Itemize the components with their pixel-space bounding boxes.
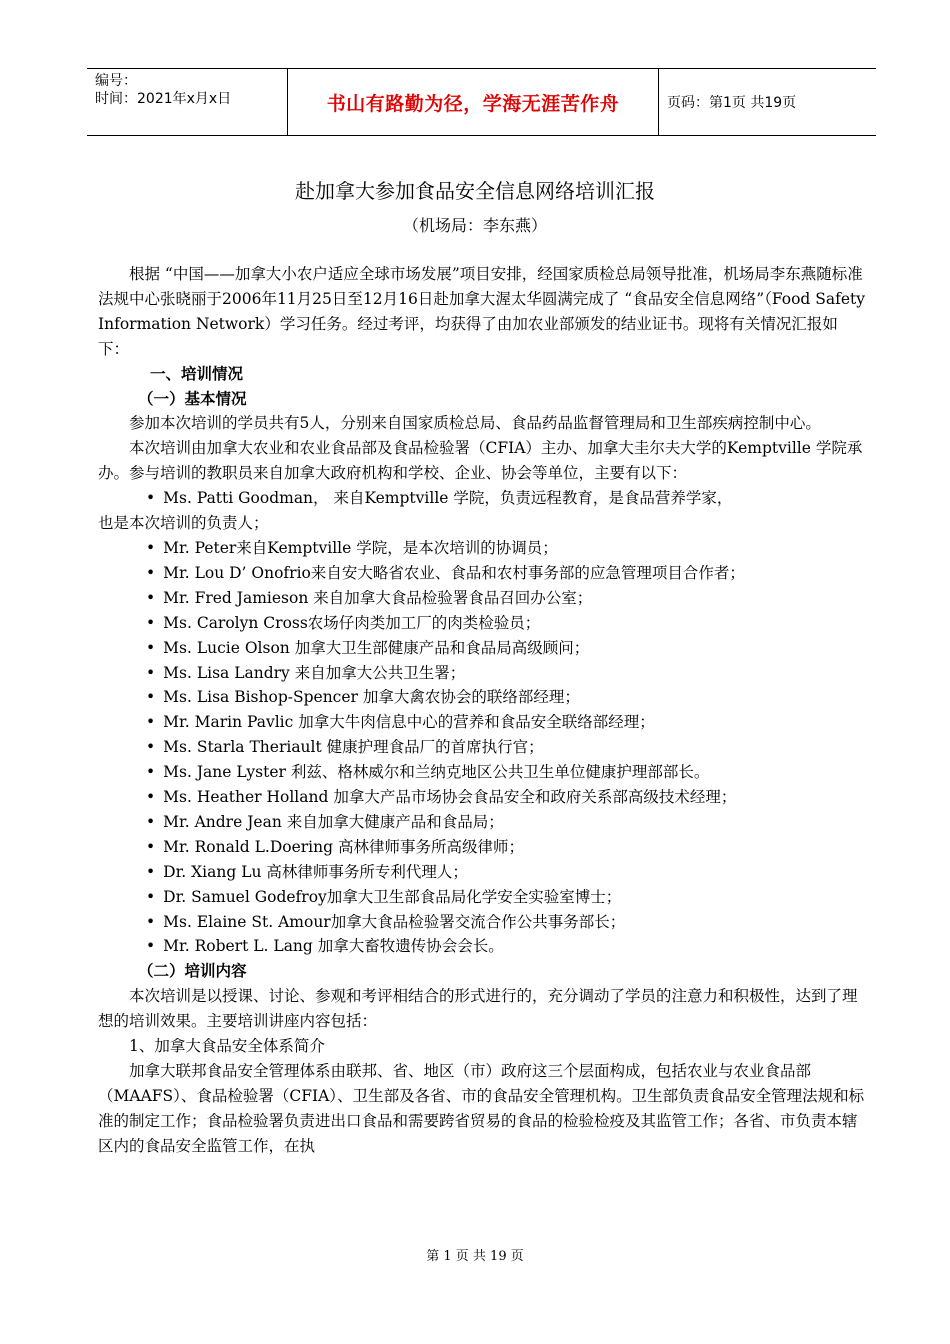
subsection-heading-content: （二）培训内容: [138, 962, 247, 981]
list-item-text: Mr. Andre Jean 来自加拿大健康产品和食品局；: [163, 812, 504, 831]
list-item: [98, 486, 868, 511]
bullet-mark: •: [146, 912, 156, 931]
header-page-cell: [659, 69, 876, 135]
list-item: [98, 611, 868, 636]
bullet-mark: •: [146, 713, 156, 732]
list-item-text: Ms. Lucie Olson 加拿大卫生部健康产品和食品局高级顾问；: [163, 638, 590, 657]
section-heading-training: 一、培训情况: [150, 364, 244, 383]
bullet-mark: •: [146, 837, 156, 856]
bullet-mark: •: [146, 763, 156, 782]
list-item: [98, 636, 868, 661]
list-item: [98, 934, 868, 959]
list-item: [98, 835, 868, 860]
list-item-text: Ms. Lisa Landry 来自加拿大公共卫生署；: [163, 663, 466, 682]
bullet-mark: •: [146, 638, 156, 657]
list-item: [98, 710, 868, 735]
list-item-text: Dr. Xiang Lu 高林律师事务所专利代理人；: [163, 862, 468, 881]
list-item: [98, 860, 868, 885]
bullet-mark: •: [146, 489, 156, 508]
list-item-text: Ms. Jane Lyster 利兹、格林威尔和兰纳克地区公共卫生单位健康护理部部长。: [163, 763, 710, 782]
paragraph-format: 本次培训是以授课、讨论、参观和考评相结合的形式进行的，充分调动了学员的注意力和积极性，达到了理想的培训效果。主要培训讲座内容包括：: [98, 987, 858, 1031]
list-item-text: Mr. Peter来自Kemptville 学院，是本次培训的协调员；: [163, 538, 558, 557]
document-subtitle: （机场局：李东燕）: [402, 216, 547, 235]
header-meta: [87, 69, 287, 135]
bullet-mark: •: [146, 937, 156, 956]
bullet-mark: •: [146, 563, 156, 582]
bullet-mark: •: [146, 538, 156, 557]
bullet-mark: •: [146, 688, 156, 707]
list-item-text: Ms. Carolyn Cross农场仔肉类加工厂的肉类检验员；: [163, 613, 541, 632]
number-label: 编号：: [95, 73, 137, 89]
bullet-mark: •: [146, 738, 156, 757]
document-title: 赴加拿大参加食品安全信息网络培训汇报: [295, 179, 655, 203]
bullet-mark: •: [146, 788, 156, 807]
header-motto-cell: [287, 69, 659, 135]
time-label: 时间：2021年x月x日: [95, 91, 232, 107]
list-item-text: Ms. Elaine St. Amour加拿大食品检验署交流合作公共事务部长；: [163, 912, 626, 931]
list-item: [98, 586, 868, 611]
bullet-mark: •: [146, 812, 156, 831]
list-item-text: Mr. Robert L. Lang 加拿大畜牧遗传协会会长。: [163, 937, 504, 956]
list-item: [98, 661, 868, 686]
list-item-continuation: 也是本次培训的负责人；: [98, 514, 269, 533]
list-item: [98, 735, 868, 760]
paragraph-participants: 参加本次培训的学员共有5人，分别来自国家质检总局、食品药品监督管理局和卫生部疾病控制中心。: [129, 414, 821, 433]
list-item: [98, 785, 868, 810]
list-item: [98, 685, 868, 710]
bullet-mark: •: [146, 887, 156, 906]
list-item-text: Dr. Samuel Godefroy加拿大卫生部食品局化学安全实验室博士；: [163, 887, 622, 906]
bullet-mark: •: [146, 588, 156, 607]
list-item-text: Ms. Heather Holland 加拿大产品市场协会食品安全和政府关系部高级技术经理；: [163, 788, 737, 807]
intro-paragraph: 根据 “中国——加拿大小农户适应全球市场发展”项目安排，经国家质检总局领导批准，机场局李东燕随标准法规中心张晓丽于2006年11月25日至12月16日赴加拿大渥太华圆满完成了 “食品安全信息网络”（Food Safety Information Network）学习任务。经过考评，均获得了由加农业部颁发的结业证书。现将有关情况汇报如下：: [98, 265, 866, 358]
list-item: [98, 561, 868, 586]
numbered-item-heading: 1、加拿大食品安全体系简介: [129, 1037, 325, 1056]
list-item-text: Mr. Fred Jamieson 来自加拿大食品检验署食品召回办公室；: [163, 588, 593, 607]
motto: 书山有路勤为径，学海无涯苦作舟: [326, 92, 620, 115]
page-footer: 第 1 页 共 19 页: [426, 1249, 524, 1264]
paragraph-organizers: 本次培训由加拿大农业和农业食品部及食品检验署（CFIA）主办、加拿大圭尔夫大学的Kemptville 学院承办。参与培训的教职员来自加拿大政府机构和学校、企业、协会等单位，主要有以下：: [98, 439, 863, 483]
list-item-text: Mr. Marin Pavlic 加拿大牛肉信息中心的营养和食品安全联络部经理；: [163, 713, 655, 732]
list-item: [98, 536, 868, 561]
list-item: [98, 760, 868, 785]
list-item: [98, 885, 868, 910]
subsection-heading-basic: （一）基本情况: [138, 389, 247, 408]
page-header: [87, 68, 876, 136]
list-item-text: Ms. Starla Theriault 健康护理食品厂的首席执行官；: [163, 738, 544, 757]
bullet-mark: •: [146, 663, 156, 682]
bullet-mark: •: [146, 613, 156, 632]
paragraph-food-safety-system: 加拿大联邦食品安全管理体系由联邦、省、地区（市）政府这三个层面构成，包括农业与农业食品部（MAAFS）、食品检验署（CFIA）、卫生部及各省、市的食品安全管理机构。卫生部负责食品安全管理法规和标准的制定工作；食品检验署负责进出口食品和需要跨省贸易的食品的检验检疫及其监管工作；各省、市负责本辖区内的食品安全监管工作，在执: [98, 1062, 865, 1155]
list-item: [98, 810, 868, 835]
list-item-text: Ms. Patti Goodman， 来自Kemptville 学院，负责远程教育，是食品营养学家，: [163, 489, 733, 508]
list-item: [98, 910, 868, 935]
document-body: [98, 262, 868, 1159]
list-item-text: Mr. Lou D’ Onofrio来自安大略省农业、食品和农村事务部的应急管理项目合作者；: [163, 563, 745, 582]
list-item-text: Ms. Lisa Bishop-Spencer 加拿大禽农协会的联络部经理；: [163, 688, 580, 707]
page-label: 页码：第1页 共19页: [667, 95, 797, 111]
list-item-text: Mr. Ronald L.Doering 高林律师事务所高级律师；: [163, 837, 524, 856]
bullet-mark: •: [146, 862, 156, 881]
